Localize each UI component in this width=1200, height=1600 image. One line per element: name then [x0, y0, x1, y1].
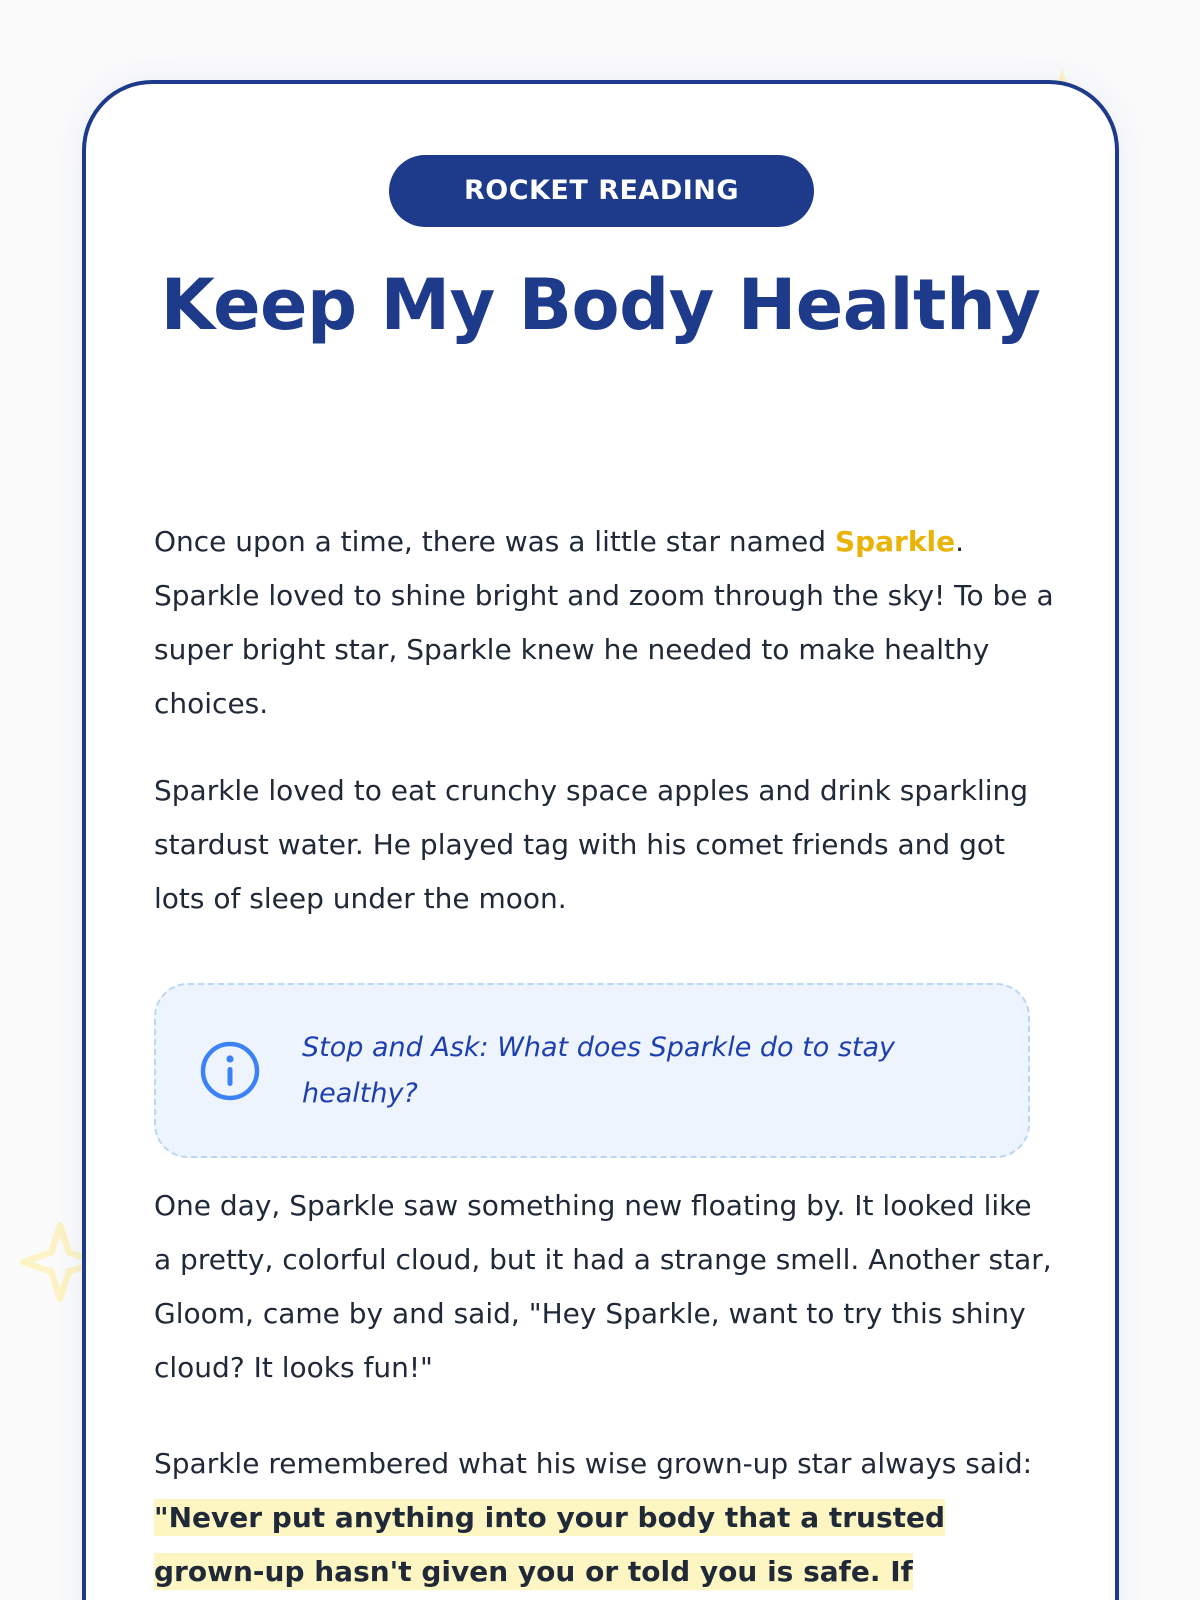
paragraph-1-intro: Once upon a time, there was a little star named [154, 525, 835, 558]
character-name-highlight: Sparkle [834, 525, 956, 558]
story-card [82, 80, 1119, 1600]
highlighted-quote: "Never put anything into your body that a trusted grown-up hasn't given you or told you is safe. If [154, 1501, 946, 1588]
info-icon [198, 1039, 262, 1103]
story-paragraph-4 [154, 1437, 1054, 1599]
paragraph-4-intro: Sparkle remembered what his wise grown-up star always said: [154, 1447, 1033, 1480]
story-paragraph-1 [154, 515, 1054, 731]
rocket-reading-badge: ROCKET READING [389, 155, 814, 227]
story-title: Keep My Body Healthy [160, 264, 1041, 346]
stop-and-ask-question: Stop and Ask: What does Sparkle do to stay healthy? [302, 1032, 895, 1109]
stop-and-ask-box [154, 983, 1030, 1158]
story-paragraph-3: One day, Sparkle saw something new floating by. It looked like a pretty, colorful cloud, but it had a strange smell. Another star, Gloom, came by and said, "Hey Sparkle, want to try this shiny cloud? It looks fun!" [154, 1189, 1052, 1384]
paragraph-1-rest: . Sparkle loved to shine bright and zoom through the sky! To be a super bright star, Sparkle knew he needed to make healthy choices. [154, 525, 1054, 720]
story-paragraph-2: Sparkle loved to eat crunchy space apples and drink sparkling stardust water. He played tag with his comet friends and got lots of sleep under the moon. [154, 774, 1029, 915]
